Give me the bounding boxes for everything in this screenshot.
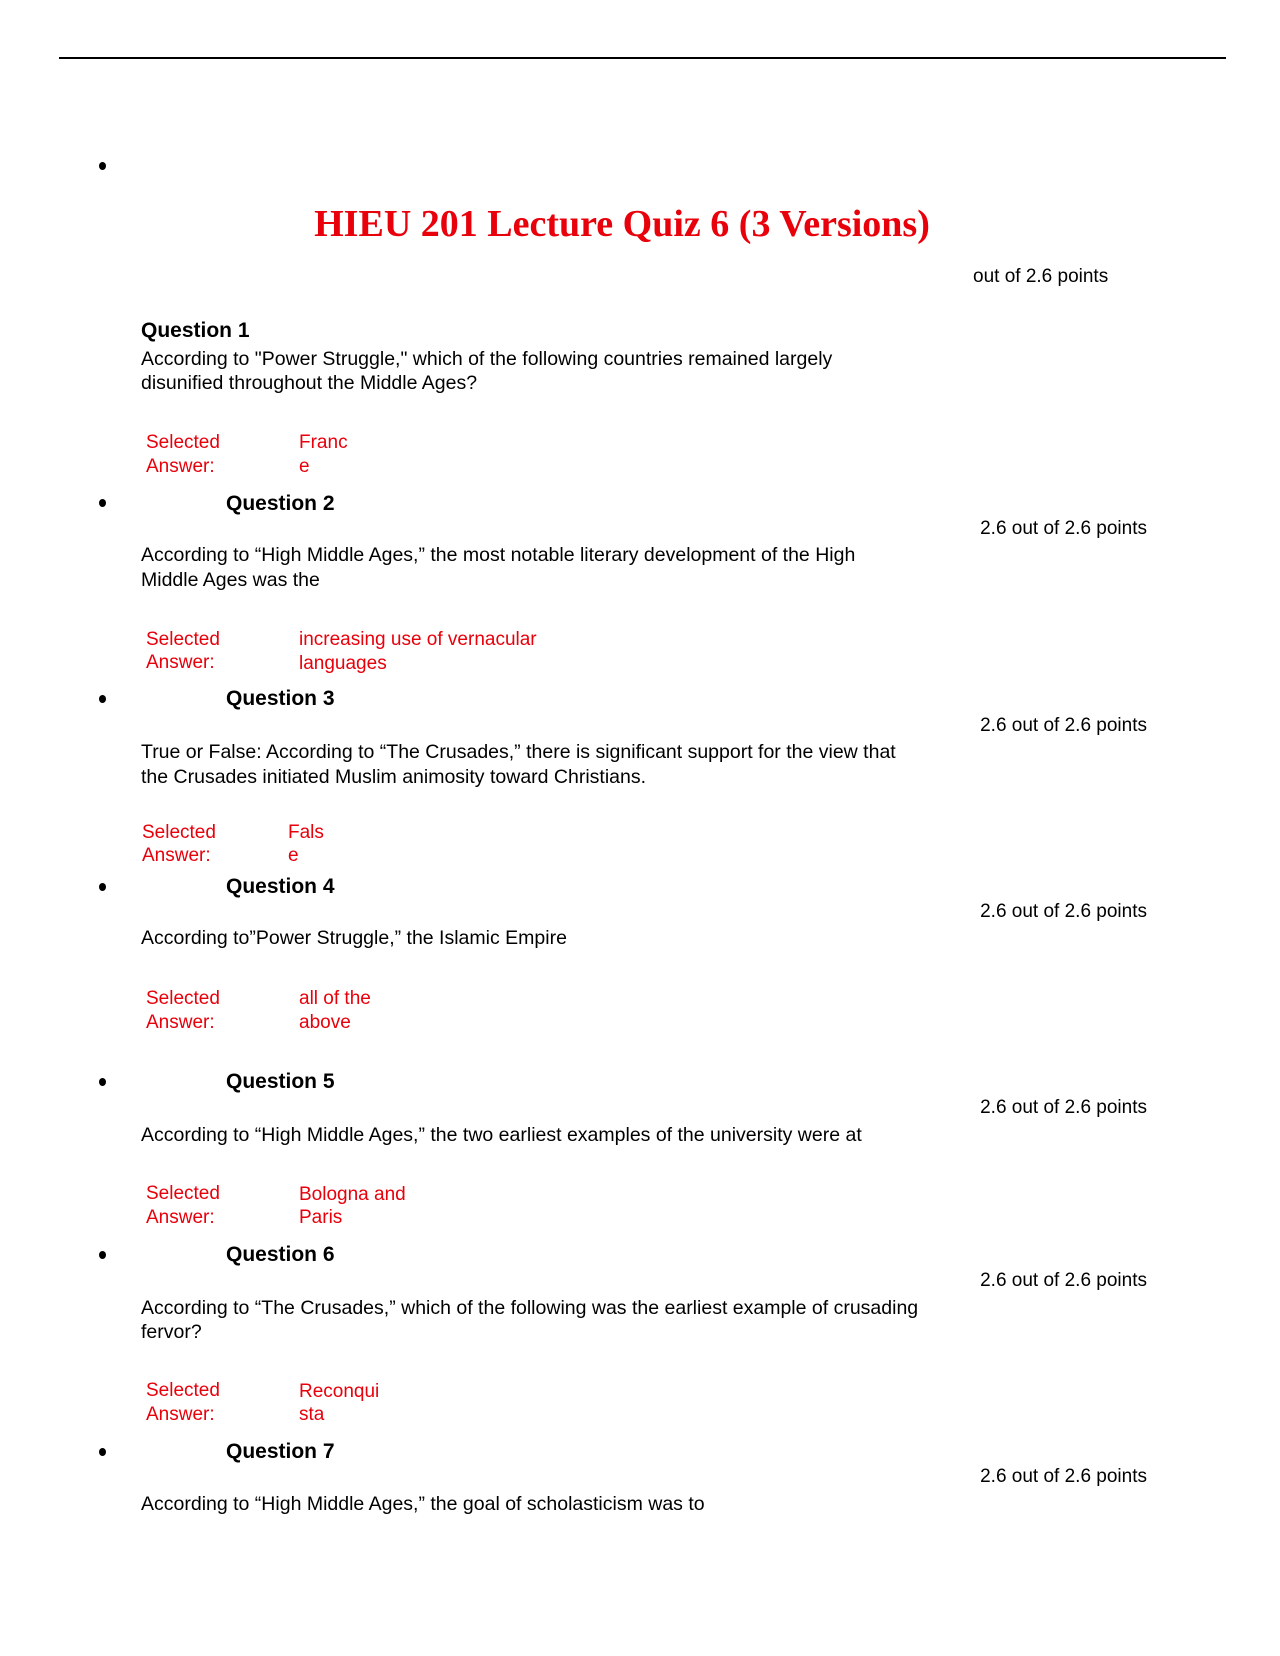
bullet — [99, 1448, 106, 1456]
question-text: According to “High Middle Ages,” the most notable literary development of the High — [141, 544, 856, 566]
selected-answer: above — [299, 1012, 351, 1033]
selected-answer: Bologna and — [299, 1184, 406, 1205]
selected-answer: Franc — [299, 432, 348, 453]
question-text: According to “High Middle Ages,” the two earliest examples of the university were at — [141, 1124, 862, 1146]
selected-answer: Reconqui — [299, 1381, 380, 1402]
top-rule — [59, 57, 1226, 59]
question-text: According to “High Middle Ages,” the goal of scholasticism was to — [141, 1493, 705, 1515]
question-points: 2.6 out of 2.6 points — [980, 715, 1147, 736]
selected-answer: Fals — [288, 822, 324, 843]
question-heading: Question 4 — [226, 875, 335, 898]
bullet — [99, 1078, 106, 1086]
question-text: disunified throughout the Middle Ages? — [141, 372, 478, 394]
selected-answer: all of the — [299, 988, 371, 1009]
selected-label: Selected — [146, 432, 220, 453]
answer-label: Answer: — [142, 845, 211, 866]
selected-answer: e — [299, 456, 310, 477]
selected-answer: Paris — [299, 1207, 343, 1228]
question-heading: Question 2 — [226, 492, 335, 515]
question-points: 2.6 out of 2.6 points — [980, 518, 1147, 539]
question-heading: Question 7 — [226, 1440, 335, 1463]
answer-label: Answer: — [146, 456, 215, 477]
bullet — [99, 883, 106, 891]
header-points: out of 2.6 points — [973, 266, 1109, 287]
answer-label: Answer: — [146, 1404, 215, 1425]
selected-label: Selected — [146, 1380, 220, 1401]
selected-answer: languages — [299, 653, 387, 674]
selected-label: Selected — [146, 988, 220, 1009]
question-points: 2.6 out of 2.6 points — [980, 1097, 1147, 1118]
question-heading: Question 3 — [226, 687, 335, 710]
selected-label: Selected — [146, 1183, 220, 1204]
question-heading: Question 6 — [226, 1243, 335, 1266]
answer-label: Answer: — [146, 652, 215, 673]
bullet — [99, 695, 106, 703]
selected-answer: e — [288, 845, 299, 866]
question-text: According to “The Crusades,” which of the following was the earliest example of crusading — [141, 1297, 919, 1319]
question-text: Middle Ages was the — [141, 569, 320, 591]
question-text: True or False: According to “The Crusades,” there is significant support for the view that — [141, 741, 896, 763]
selected-label: Selected — [142, 822, 216, 843]
question-heading: Question 5 — [226, 1070, 335, 1093]
selected-label: Selected — [146, 629, 220, 650]
question-text: According to”Power Struggle,” the Islamic Empire — [141, 927, 567, 949]
answer-label: Answer: — [146, 1012, 215, 1033]
question-text: the Crusades initiated Muslim animosity toward Christians. — [141, 766, 647, 788]
question-points: 2.6 out of 2.6 points — [980, 1270, 1147, 1291]
bullet — [99, 162, 106, 170]
question-text: According to "Power Struggle," which of the following countries remained largely — [141, 348, 833, 370]
selected-answer: increasing use of vernacular — [299, 629, 537, 650]
selected-answer: sta — [299, 1404, 325, 1425]
question-heading: Question 1 — [141, 319, 250, 342]
question-text: fervor? — [141, 1321, 202, 1343]
question-points: 2.6 out of 2.6 points — [980, 901, 1147, 922]
bullet — [99, 1251, 106, 1259]
page-title: HIEU 201 Lecture Quiz 6 (3 Versions) — [314, 203, 930, 245]
bullet — [99, 499, 106, 507]
answer-label: Answer: — [146, 1207, 215, 1228]
question-points: 2.6 out of 2.6 points — [980, 1466, 1147, 1487]
